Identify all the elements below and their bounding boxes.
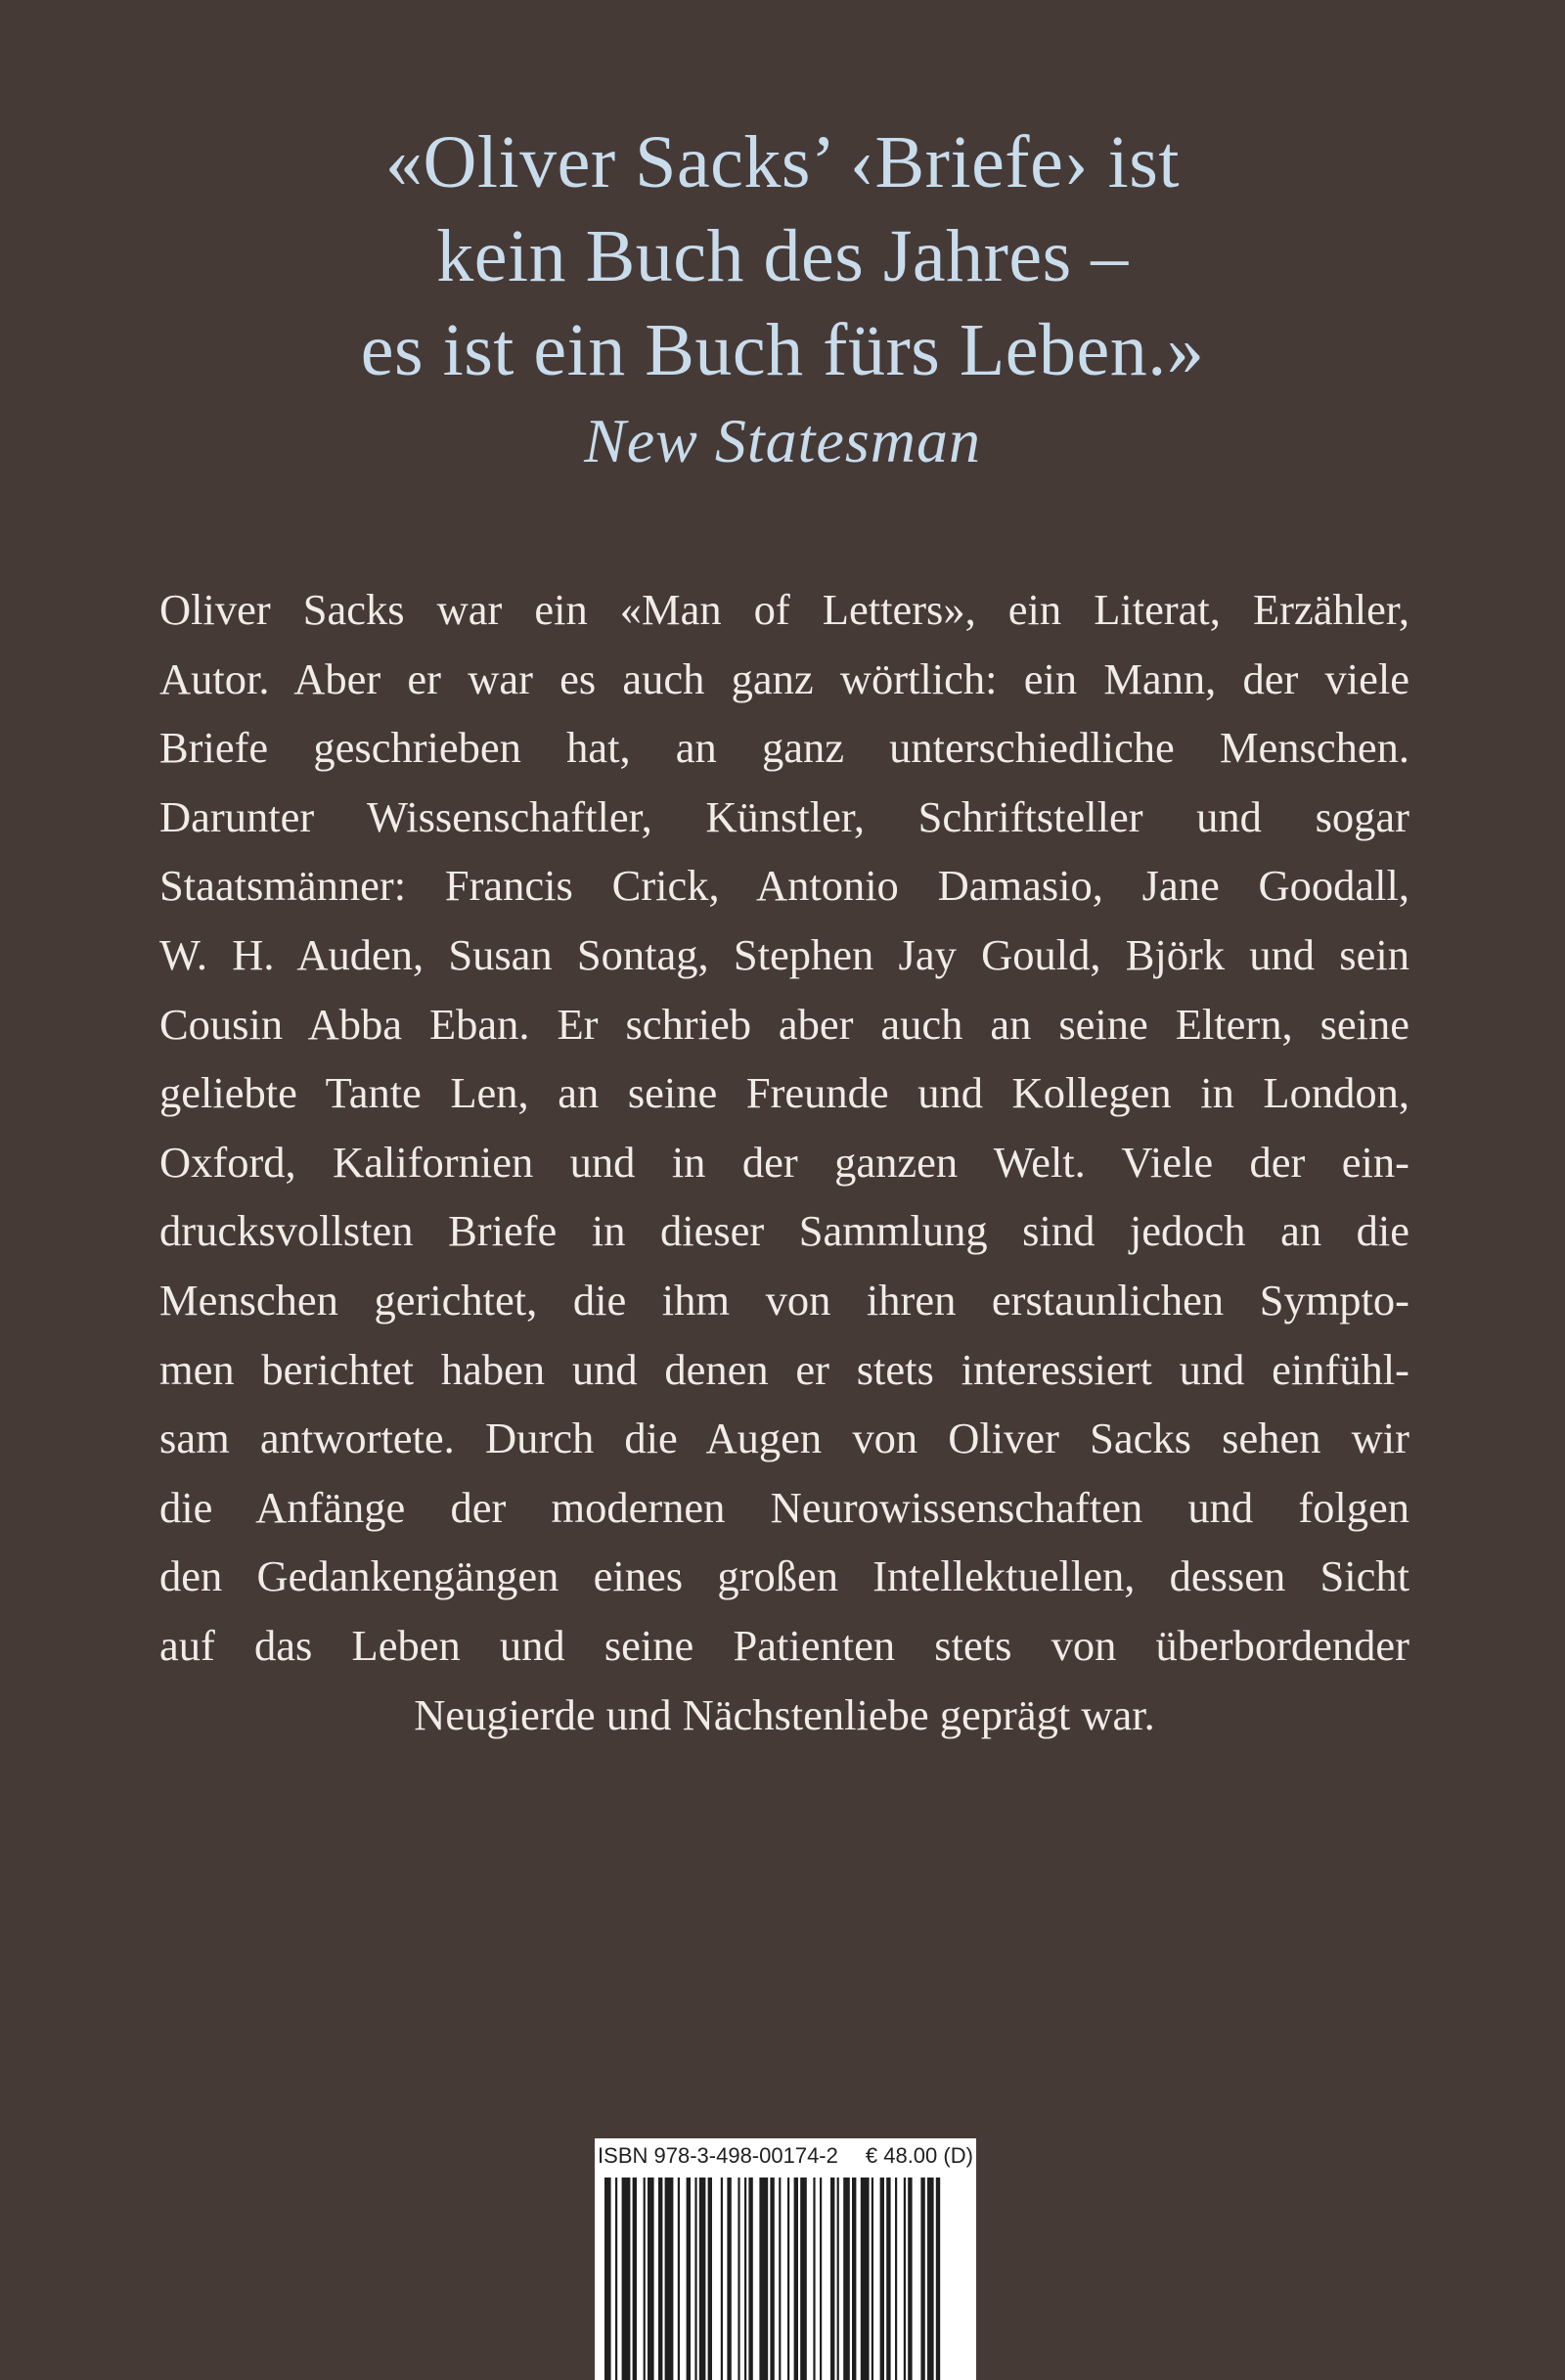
barcode-bar (820, 2178, 822, 2380)
barcode-icon (595, 2178, 976, 2380)
barcode-bar (721, 2178, 723, 2380)
quote-line: «Oliver Sacks’ ‹Briefe› ist (385, 121, 1180, 203)
barcode-bar (852, 2178, 856, 2380)
blurb-line: Autor. Aber er war es auch ganz wörtlich: ein Mann, der viele (159, 653, 1409, 703)
blurb-line: Darunter Wissenschaftler, Künstler, Schriftsteller und sogar (159, 791, 1409, 841)
barcode-bar (843, 2178, 850, 2380)
blurb-line: sam antwortete. Durch die Augen von Oliver Sacks sehen wir (159, 1414, 1409, 1463)
barcode-caption (595, 2140, 976, 2172)
barcode-bar (622, 2178, 631, 2380)
barcode-bar (744, 2178, 746, 2380)
barcode-bar (708, 2178, 712, 2380)
barcode-bar (927, 2178, 934, 2380)
barcode-bar (770, 2178, 774, 2380)
barcode-bar (895, 2178, 897, 2380)
barcode-bar (678, 2178, 680, 2380)
blurb-line: Menschen gerichtet, die ihm von ihren erstaunlichen Sympto- (159, 1275, 1409, 1325)
barcode-bar (794, 2178, 798, 2380)
barcode-bar (687, 2178, 691, 2380)
barcode-label (595, 2138, 976, 2380)
barcode-bar (830, 2178, 834, 2380)
quote-line: es ist ein Buch fürs Leben.» (360, 309, 1205, 391)
blurb-line: Neugierde und Nächstenliebe geprägt war. (414, 1689, 1155, 1739)
barcode-bar (759, 2178, 768, 2380)
barcode-bar (837, 2178, 839, 2380)
barcode-bar (886, 2178, 890, 2380)
blurb-line: die Anfänge der modernen Neurowissenschaften und folgen (159, 1482, 1409, 1532)
blurb-line: W. H. Auden, Susan Sontag, Stephen Jay Gould, Björk und sein (159, 929, 1409, 979)
blurb-line: Oliver Sacks war ein «Man of Letters», ein Literat, Erzähler, (159, 585, 1409, 634)
barcode-bar (699, 2178, 706, 2380)
barcode-bar (604, 2178, 611, 2380)
blurb-text (159, 575, 1409, 1749)
barcode-bar (920, 2178, 924, 2380)
blurb-line: Staatsmänner: Francis Crick, Antonio Damasio, Jane Goodall, (159, 861, 1409, 911)
barcode-bar (665, 2178, 674, 2380)
blurb-line: den Gedankengängen eines großen Intellektuellen, dessen Sicht (159, 1551, 1409, 1601)
barcode-bar (861, 2178, 870, 2380)
barcode-bar (872, 2178, 873, 2380)
quote-source: New Statesman (584, 406, 981, 475)
barcode-bar (738, 2178, 739, 2380)
isbn-number: ISBN 978-3-498-00174-2 (598, 2143, 838, 2168)
quote-line: kein Buch des Jahres – (436, 215, 1129, 297)
barcode-bar (904, 2178, 906, 2380)
blurb-line: drucksvollsten Briefe in dieser Sammlung sind jedoch an die (159, 1206, 1409, 1256)
barcode-bar (880, 2178, 884, 2380)
barcode-bar (936, 2178, 940, 2380)
price: € 48.00 (D) (865, 2143, 973, 2168)
blurb-line: Cousin Abba Eban. Er schrieb aber auch an seine Eltern, seine (159, 999, 1409, 1049)
barcode-bar (694, 2178, 696, 2380)
blurb-line: Oxford, Kalifornien und in der ganzen Welt. Viele der ein- (159, 1137, 1409, 1187)
blurb-line: auf das Leben und seine Patienten stets von überbordender (159, 1620, 1409, 1670)
blurb-line: Briefe geschrieben hat, an ganz unterschiedliche Menschen. (159, 723, 1409, 773)
barcode-bar (800, 2178, 807, 2380)
review-quote (0, 115, 1565, 485)
barcode-bar (787, 2178, 789, 2380)
blurb-line: geliebte Tante Len, an seine Freunde und Kollegen in London, (159, 1068, 1409, 1118)
barcode-bar (658, 2178, 662, 2380)
barcode-bar (813, 2178, 815, 2380)
barcode-bar (615, 2178, 617, 2380)
barcode-bar (648, 2178, 654, 2380)
blurb-line: men berichtet haben und denen er stets interessiert und einfühl- (159, 1344, 1409, 1394)
barcode-bar (908, 2178, 912, 2380)
barcode-bar (748, 2178, 752, 2380)
barcode-bar (644, 2178, 646, 2380)
barcode-bar (779, 2178, 781, 2380)
barcode-bar (633, 2178, 637, 2380)
barcode-bar (727, 2178, 731, 2380)
